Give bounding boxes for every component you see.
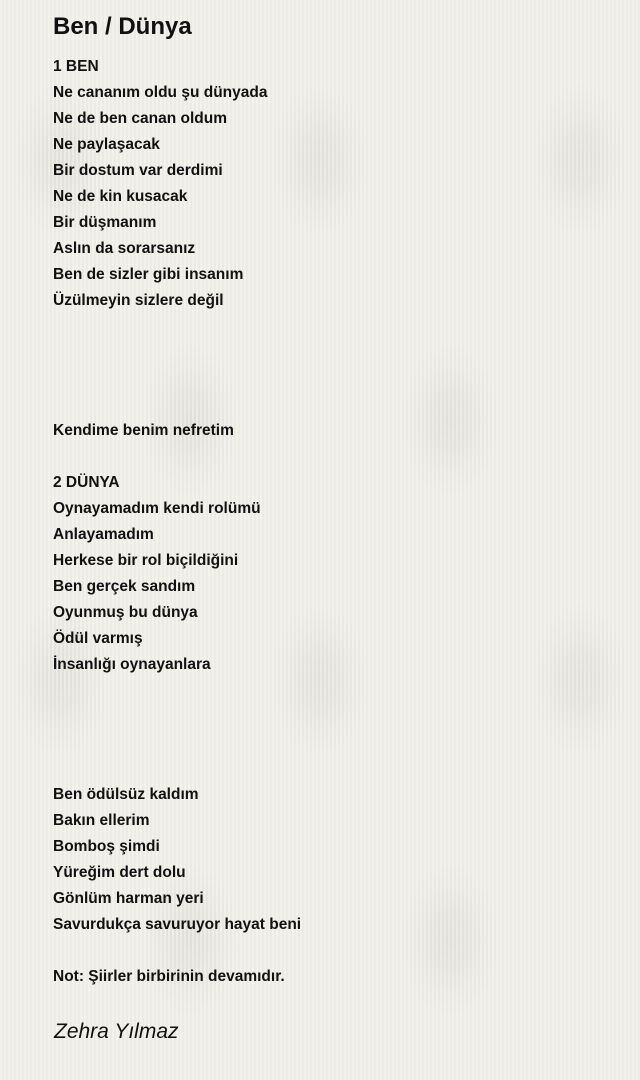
poem-line: Herkese bir rol biçildiğini [53, 552, 239, 569]
poem-line: İnsanlığı oynayanlara [53, 656, 211, 673]
blank-line [53, 314, 301, 340]
poem-line: Oyunmuş bu dünya [53, 604, 198, 621]
poem-line: Ne paylaşacak [53, 136, 160, 153]
poem-line: Bakın ellerim [53, 812, 150, 829]
poem-line: Ben de sizler gibi insanım [53, 266, 244, 283]
blank-line [53, 704, 301, 730]
blank-line [53, 340, 301, 366]
poem-body [53, 54, 301, 990]
poem-line: Oynayamadım kendi rolümü [53, 500, 261, 517]
poem-line: Bir dostum var derdimi [53, 162, 223, 179]
blank-line [53, 392, 301, 418]
blank-line [53, 756, 301, 782]
poem-line: Kendime benim nefretim [53, 422, 234, 439]
blank-line [53, 730, 301, 756]
poem-line: Bir düşmanım [53, 214, 157, 231]
blank-line [53, 444, 301, 470]
poem-line: Ödül varmış [53, 630, 143, 647]
blank-line [53, 938, 301, 964]
poem-note: Not: Şiirler birbirinin devamıdır. [53, 968, 285, 985]
poem-line: Ne de kin kusacak [53, 188, 188, 205]
poem-title: Ben / Dünya [53, 13, 192, 40]
blank-line [53, 678, 301, 704]
poem-line: Üzülmeyin sizlere değil [53, 292, 224, 309]
poem-line: Bomboş şimdi [53, 838, 160, 855]
poem-line: Anlayamadım [53, 526, 154, 543]
author-name: Zehra Yılmaz [54, 1020, 179, 1043]
poem-line: Ne cananım oldu şu dünyada [53, 84, 268, 101]
blank-line [53, 366, 301, 392]
poem-line: Ben ödülsüz kaldım [53, 786, 199, 803]
poem-line: Savurdukça savuruyor hayat beni [53, 916, 302, 933]
poem-line: Ben gerçek sandım [53, 578, 196, 595]
poem-line: 1 BEN [53, 58, 99, 75]
poem-line: Ne de ben canan oldum [53, 110, 227, 127]
poem-line: 2 DÜNYA [53, 474, 120, 491]
poem-line: Aslın da sorarsanız [53, 240, 196, 257]
poem-line: Yüreğim dert dolu [53, 864, 186, 881]
poem-line: Gönlüm harman yeri [53, 890, 204, 907]
